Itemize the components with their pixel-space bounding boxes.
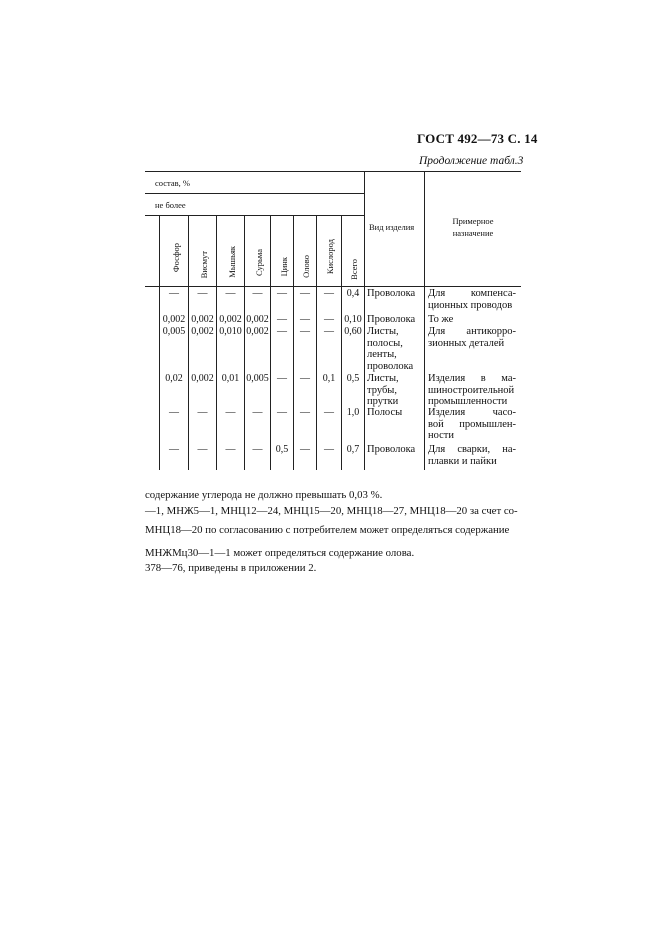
column-header: Фосфор [171,243,181,273]
purpose-cell-line: шиностроительной [428,384,515,396]
group-header: состав, % [155,178,190,188]
table-cell: 0,5 [346,373,360,384]
purpose-cell-line: Для компенса- [428,288,516,299]
purpose-cell-line: Для антикорро- [428,326,516,337]
table-cell: 0,002 [246,314,269,325]
table-cell: — [277,407,287,418]
page-title: ГОСТ 492—73 С. 14 [417,131,538,146]
table-cell: — [252,288,263,299]
table-cell: 0,1 [322,373,336,384]
product-cell-line: Листы, [367,326,399,337]
table-cell: — [225,444,236,455]
product-cell-line: трубы, [367,384,397,396]
table-cell: — [277,326,287,337]
note-line: МНЖМц30—1—1 может определяться содержание олова. [145,547,415,559]
table-cell: — [324,314,334,325]
table-cell: — [300,314,310,325]
table-cell: 0,4 [346,288,360,299]
purpose-cell-line: плавки и пайки [428,455,497,467]
sub-header: не более [155,200,186,210]
table-cell: 0,002 [246,326,269,337]
purpose-cell-line: Изделия в ма- [428,373,516,384]
column-header: Кислород [325,239,335,275]
column-header: Сурьма [254,249,264,276]
table-cell: 0,005 [162,326,186,337]
table-cell: — [300,373,310,384]
table-cell: — [197,288,208,299]
table-cell: 0,002 [191,314,214,325]
purpose-cell-line: вой промышлен- [428,418,516,430]
purpose-cell-line: промышленности [428,396,508,407]
table-cell: — [300,444,310,455]
column-header: Цинк [279,257,289,277]
purpose-cell-line: Для сварки, на- [428,444,516,455]
table-cell: 0,005 [246,373,269,384]
column-header: Всего [349,259,359,280]
table-cell: 0,002 [162,314,186,325]
table-cell: 0,002 [191,326,214,337]
purpose-cell-line: ционных проводов [428,299,513,311]
table-cell: — [277,288,287,299]
table-cell: — [225,288,236,299]
table-cell: — [252,407,263,418]
table-cell: — [300,407,310,418]
note-line: содержание углерода не должно превышать 0,03 %. [145,489,383,501]
purpose-cell-line: То же [428,314,454,325]
table-cell: — [225,407,236,418]
product-header: Вид изделия [369,222,415,232]
table-cell: — [277,314,287,325]
product-cell-line: Проволока [367,314,416,325]
table-cell: 0,02 [165,373,183,384]
product-cell-line: полосы, [367,337,403,349]
table-cell: — [277,373,287,384]
table-cell: — [169,288,179,299]
purpose-cell-line: Изделия часо- [428,407,516,418]
table-cell: 0,002 [219,314,242,325]
table-cell: — [197,444,208,455]
table-cell: — [324,444,334,455]
product-cell-line: ленты, [367,349,397,360]
note-line: —1, МНЖ5—1, МНЦ12—24, МНЦ15—20, МНЦ18—27, МНЦ18—20 за счет со- [145,505,518,517]
table-cell: — [300,288,310,299]
product-cell-line: Проволока [367,444,416,455]
table-cell: — [324,326,334,337]
table-cell: — [252,444,263,455]
table-cell: 0,10 [344,314,362,325]
product-cell-line: проволока [367,360,414,372]
table-cell: 1,0 [346,407,360,418]
table-cell: 0,7 [346,444,360,455]
composition-table [145,171,521,471]
column-header: Висмут [199,251,209,279]
table-cell: — [169,407,179,418]
purpose-header: Примерное назначение [452,216,494,238]
table-cell: — [300,326,310,337]
product-cell-line: прутки [367,396,399,407]
table-continuation-label: Продолжение табл.3 [419,155,524,167]
product-cell-line: Проволока [367,288,416,299]
purpose-cell-line: ности [428,430,454,441]
column-header: Олово [301,255,311,278]
purpose-cell-line: зионных деталей [428,337,505,349]
table-cell: 0,01 [221,373,240,384]
table-cell: 0,60 [344,326,362,337]
product-cell-line: Полосы [367,407,403,418]
table-cell: 0,010 [219,326,242,337]
table-cell: — [169,444,179,455]
product-cell-line: Листы, [367,373,399,384]
table-cell: — [324,288,334,299]
table-cell: — [197,407,208,418]
note-line: 378—76, приведены в приложении 2. [145,562,317,574]
table-cell: — [324,407,334,418]
note-line: МНЦ18—20 по согласованию с потребителем может определяться содержание [145,524,510,536]
column-header: Мышьяк [227,246,237,278]
table-cell: 0,002 [191,373,214,384]
table-cell: 0,5 [275,444,289,455]
